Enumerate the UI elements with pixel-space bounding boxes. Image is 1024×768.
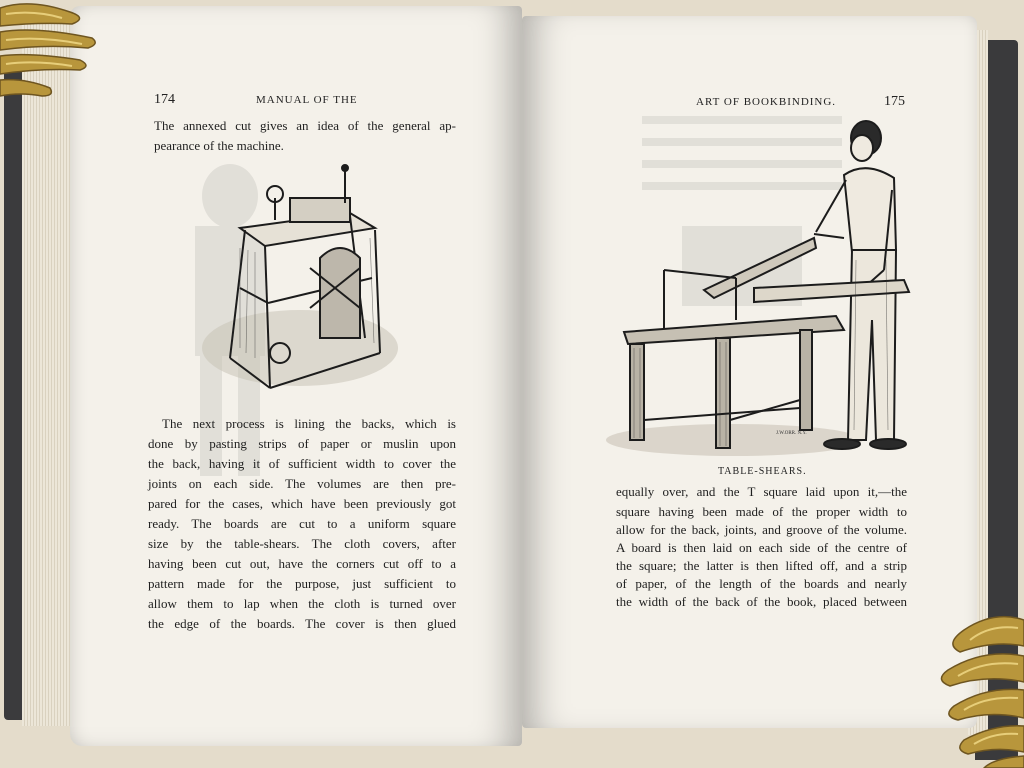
text-line: the width of the back of the book, placed between — [616, 594, 907, 609]
running-head: MANUAL OF THE — [256, 94, 358, 106]
text-line: pared for the cases, which have been previously got — [148, 496, 456, 511]
brass-book-clip-bottom-right — [924, 610, 1024, 768]
text-line: of paper, of the length of the boards and nearly — [616, 576, 907, 591]
machine-illustration — [200, 158, 400, 398]
text-line: done by pasting strips of paper or muslin upon — [148, 436, 456, 451]
figure-caption: TABLE-SHEARS. — [718, 466, 807, 477]
text-line: ready. The boards are cut to a uniform square — [148, 516, 456, 531]
text-line: equally over, and the T square laid upon it,—the — [616, 484, 907, 499]
text-line: having been cut out, have the corners cut off to a — [148, 556, 456, 571]
left-page — [70, 6, 522, 746]
text-line: The annexed cut gives an idea of the general ap- — [154, 118, 456, 133]
engraver-signature: J.W.ORR. N.Y. — [776, 431, 807, 436]
right-page — [522, 16, 977, 728]
page-number: 175 — [884, 94, 905, 109]
running-head: ART OF BOOKBINDING. — [696, 96, 837, 108]
text-line: joints on each side. The volumes are then pre- — [148, 476, 456, 491]
table-shears-illustration — [604, 120, 924, 465]
text-line: size by the table-shears. The cloth covers, after — [148, 536, 456, 551]
text-line: A board is then laid on each side of the centre of — [616, 540, 907, 555]
text-line: the edge of the boards. The cover is then glued — [148, 616, 456, 631]
text-line: the square; the latter is then lifted off, and a strip — [616, 558, 907, 573]
text-line: square having been made of the proper width to — [616, 504, 907, 519]
brass-book-clip-top-left — [0, 0, 105, 100]
page-number: 174 — [154, 92, 175, 107]
text-line: pattern made for the purpose, just sufficient to — [148, 576, 456, 591]
text-line: allow for the back, joints, and groove of the volume. — [616, 522, 907, 537]
text-line: the back, having it of sufficient width to cover the — [148, 456, 456, 471]
text-line: allow them to lap when the cloth is turned over — [148, 596, 456, 611]
text-line: pearance of the machine. — [154, 138, 284, 153]
text-line: The next process is lining the backs, which is — [162, 416, 456, 431]
